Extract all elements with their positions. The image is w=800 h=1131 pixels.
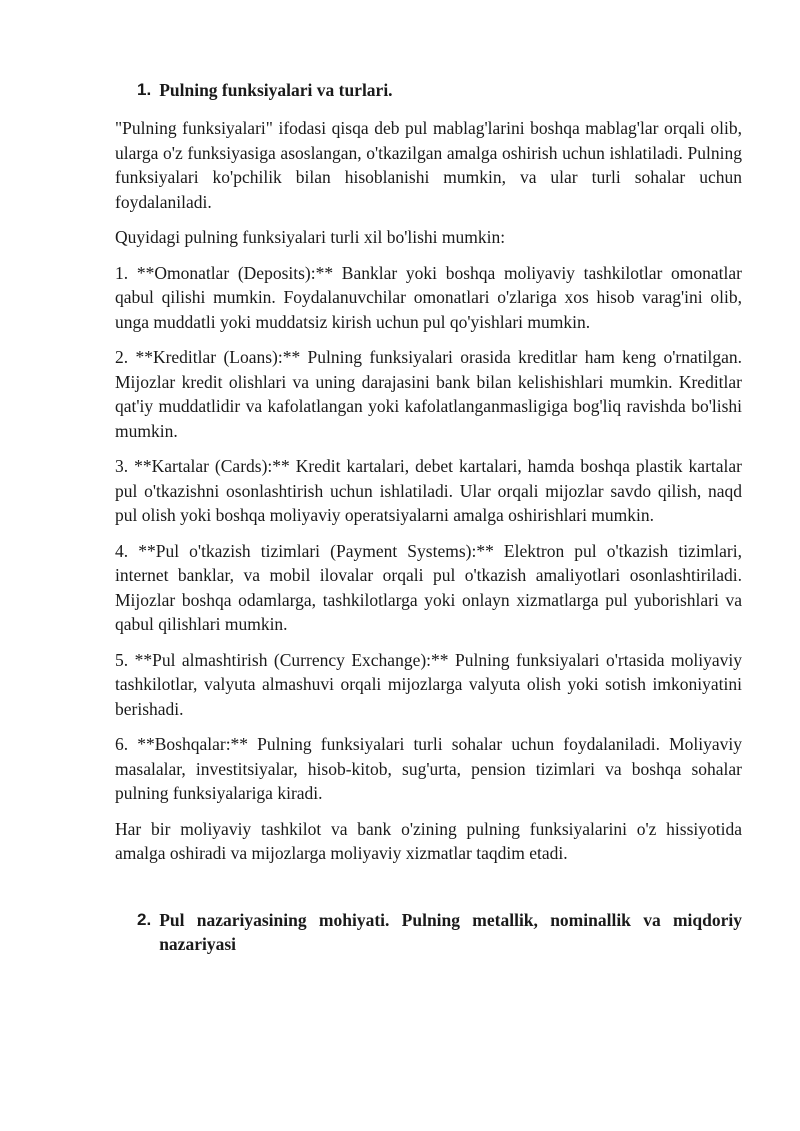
conclusion-paragraph: Har bir moliyaviy tashkilot va bank o'zining pulning funksiyalarini o'z hissiyotida amalga oshiradi va mijozlarga moliyaviy xizmatlar taqdim etadi.	[115, 818, 742, 863]
section-1-number: 1.	[137, 80, 152, 99]
item-deposits-paragraph: 1. **Omonatlar (Deposits):** Banklar yoki boshqa moliyaviy tashkilotlar omonatlar qabul qilishi mumkin. Foydalanuvchilar omonatlari o'zlariga xos hisob varag'ini olib, unga muddatli yoki muddatsiz kirish uchun pul qo'yishlari mumkin.	[115, 262, 742, 332]
item-cards-paragraph: 3. **Kartalar (Cards):** Kredit kartalari, debet kartalari, hamda boshqa plastik kartalar pul o'tkazishni osonlashtirish uchun ishlatiladi. Ular orqali mijozlar savdo qilish, naqd pul olish yoki boshqa moliyaviy operatsiyalarni amalga oshirishlari mumkin.	[115, 456, 742, 525]
list-lead-paragraph: Quyidagi pulning funksiyalari turli xil bo'lishi mumkin:	[115, 227, 506, 247]
intro-paragraph: "Pulning funksiyalari" ifodasi qisqa deb pul mablag'larini boshqa mablag'lar orqali olib, ularga o'z funksiyasiga asoslangan, o'tkazilgan amalga oshirish uchun ishlatiladi. Pulning funksiyalari ko'pchilik bilan hisoblanishi mumkin, va ular turli sohalar uchun foydalaniladi.	[115, 118, 742, 212]
section-2-heading	[137, 908, 742, 956]
section-2-number: 2.	[137, 909, 152, 929]
item-loans-paragraph: 2. **Kreditlar (Loans):** Pulning funksiyalari orasida kreditlar ham keng o'rnatilgan. Mijozlar kredit olishlari va uning darajasini bank bilan kelishishlari mumkin. Kreditlar qat'iy muddatlidir va kafolatlangan yoki kafolatlanganmasligiga bog'liq ravishda bo'lishi mumkin.	[115, 347, 742, 441]
section-1-heading	[137, 78, 742, 102]
item-currency-exchange-paragraph: 5. **Pul almashtirish (Currency Exchange):** Pulning funksiyalari o'rtasida moliyaviy tashkilotlar, valyuta almashuvi orqali mijozlarga valyuta olish yoki sotish imkoniyatini berishadi.	[115, 649, 742, 719]
section-2-title: Pul nazariyasining mohiyati. Pulning metallik, nominallik va miqdoriy nazariyasi	[159, 909, 742, 954]
item-others-paragraph: 6. **Boshqalar:** Pulning funksiyalari turli sohalar uchun foydalaniladi. Moliyaviy masalalar, investitsiyalar, hisob-kitob, sug'urta, pension tizimlari va boshqa sohalar pulning funksiyalariga kiradi.	[115, 734, 742, 803]
item-payment-systems-paragraph: 4. **Pul o'tkazish tizimlari (Payment Systems):** Elektron pul o'tkazish tizimlari, internet banklar, va mobil ilovalar orqali pul o'tkazish amaliyotlari osonlashtiriladi. Mijozlar boshqa odamlarga, tashkilotlarga yoki onlayn xizmatlarga pul yuborishlari va qabul qilishlari mumkin.	[115, 540, 742, 634]
section-1-title: Pulning funksiyalari va turlari.	[159, 80, 393, 100]
document-page	[115, 78, 742, 956]
